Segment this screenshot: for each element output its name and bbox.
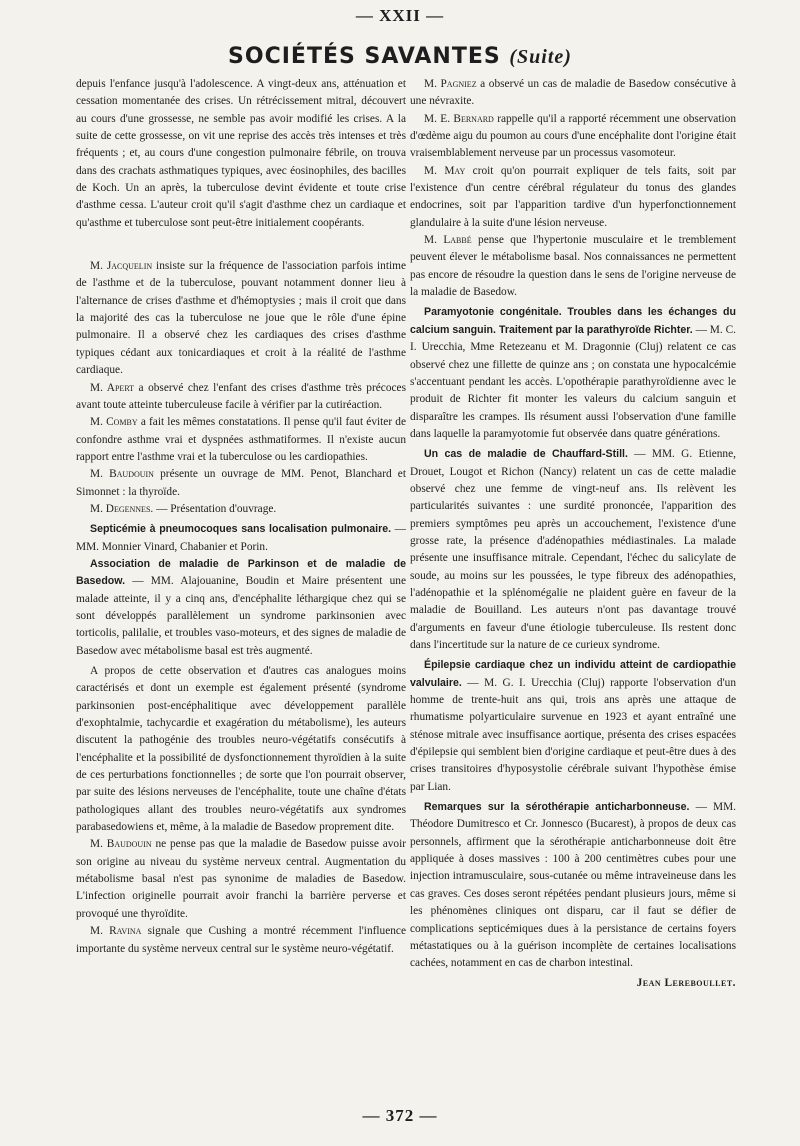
paragraph [76, 414, 406, 466]
paragraph [410, 232, 736, 301]
section [410, 657, 736, 796]
section-text: — MM. G. Etienne, Drouet, Lougot et Richon (Nancy) relatent un cas de cette maladie observé chez une femme de vingt-neuf ans. Ils relèvent les particularités suivantes : une surdité prononcée, l'apparition des premiers symptômes peu après un accouchement, l'existence d'une grosse rate, la présence d'adénopathies médiastinales. La malade présente une insuffisance mitrale. Cependant, l'échec du salicylate de soude, au moins sur les poussées, le type fibreux des adénopathies, l'adénopathie et la splénomégalie ne plaident guère en faveur de la maladie de Bouilland. Les auteurs n'ont pas davantage trouvé d'arguments en faveur d'une étiologie tuberculeuse. Ils restent donc dans l'incertitude sur la nature de ce curieux syndrome. [410, 448, 736, 651]
paragraph-text: ne pense pas que la maladie de Basedow puisse avoir son origine au niveau du système nerveux central. Augmentation du métabolisme basal n'est pas synonime de maladies de Basedow. L'infection originelle pourrait avoir franchi la barrière perverse et provoqué une thyroïdite. [76, 838, 407, 920]
section [76, 556, 406, 660]
section-heading: Septicémie à pneumocoques sans localisation pulmonaire. [90, 523, 392, 536]
section-heading: Association de maladie de Parkinson et de maladie de Basedow. [76, 557, 406, 588]
section [76, 521, 406, 556]
speaker-name: M. Jacquelin [90, 260, 153, 273]
page-number: — 372 — [362, 1106, 438, 1125]
section [410, 799, 736, 972]
paragraph [410, 76, 736, 111]
speaker-name: M. Baudouin [90, 468, 154, 481]
paragraph-text: croit qu'on pourrait expliquer de tels faits, soit par l'existence d'un centre cérébral régulateur du tonus des glandes endocrines, soit par l'apparition tardive d'un hyperfonctionnement glandulaire à la suite d'une lésion nerveuse. [410, 164, 736, 229]
paragraph: depuis l'enfance jusqu'à l'adolescence. A vingt-deux ans, atténuation et cessation momentanée des crises. Un rétrécissement mitral, découvert au cours d'une grossesse, ne semble pas avoir modifié les crises. A la suite de cette grossesse, on vit une reprise des accès très intenses et très fréquents ; et, au cours d'une congestion pulmonaire fébrile, on trouva dans des crachats asthmatiques typiques, avec éosinophiles, des bacilles de Koch. Un an après, la tuberculose devint évidente et toute crise d'asthme cessa. L'auteur croit qu'il s'agit d'asthme chez un cardiaque et qu'asthme et tuberculose sont peut-être initialement coopérants. [76, 78, 406, 229]
section-text: — M. G. I. Urecchia (Cluj) rapporte l'observation d'un homme de trente-huit ans qui, trois ans après une attaque de rhumatisme polyarticulaire survenue en 1923 et ayant entraîné une sténose mitrale avec insuffisance aortique, présenta des crises espacées d'épilepsie qui semblent bien d'origine cardiaque et peut-être dues à des crises transitoires d'hyposystolie cérébrale suivant l'hypothèse émise par Lian. [410, 676, 736, 793]
section-text: — MM. Monnier Vinard, Chabanier et Porin. [76, 523, 406, 553]
speaker-name: M. Apert [90, 381, 135, 394]
paragraph [76, 836, 406, 923]
speaker-name: M. Comby [90, 416, 138, 429]
speaker-name: M. Labbé [424, 234, 472, 247]
speaker-name: M. Ravina [90, 925, 142, 938]
paragraph-text: rappelle qu'il a rapporté récemment une observation d'œdème aigu du poumon au cours d'une encéphalite dont l'origine était vraisemblablement nerveuse par un processus vasomoteur. [410, 112, 736, 160]
paragraph [410, 111, 736, 163]
right-column [410, 76, 736, 992]
paragraph [76, 258, 406, 379]
section-text: — MM. Alajouanine, Boudin et Maire présentent une malade atteinte, il y a cinq ans, d'encéphalite léthargique chez qui se sont développés parallèlement un syndrome parkinsonien avec torticolis, palilalie, et troubles vaso-moteurs, et des signes de maladie de Basedow avec métabolisme basal est très augmenté. [76, 575, 406, 657]
section-heading: Un cas de maladie de Chauffard-Still. [424, 448, 628, 461]
left-column [76, 76, 406, 958]
page-roman-number: — XXII — [355, 6, 445, 25]
section [410, 446, 736, 654]
paragraph-text: — Présentation d'ouvrage. [153, 502, 277, 515]
section-heading: Paramyotonie congénitale. Troubles dans les échanges du calcium sanguin. Traitement par la parathyroïde Richter. [410, 306, 736, 336]
paragraph-text: signale que Cushing a montré récemment l'influence importante du système nerveux central sur le système neuro-végétatif. [76, 925, 406, 955]
paragraph-text: insiste sur la fréquence de l'association parfois intime de l'asthme et de la tuberculose, pouvant notamment donner lieu à l'alternance de crises d'asthme et d'hémoptysies ; mais il croit que dans la majorité des cas la tuberculose ne joue que le rôle d'une épine pulmonaire. Il a observé chez les cardiaques des crises d'asthme typiques cédant aux tonicardiaques et croit à la réalité de l'asthme cardiaque. [76, 260, 406, 377]
section-text: — MM. Théodore Dumitresco et Cr. Jonnesco (Bucarest), à propos de deux cas personnels, affirment que la sérothérapie anticharbonneuse doit être appliquée à doses massives : 100 à 200 centimètres cubes pour une injection intramusculaire, sous-cutanée ou même intraveineuse dans les cas graves. Ces doses seront répétées pendant plusieurs jours, même si les phénomènes cliniques ont disparu, car il faut se défier de complications septicémiques dues à la persistance de certains foyers métastatiques ou à la guérison incomplète de certaines localisations cachées, notamment en cas de charbon intestinal. [410, 801, 736, 970]
paragraph [76, 380, 406, 415]
paragraph: A propos de cette observation et d'autres cas analogues moins caractérisés et dont un exemple est également présenté (syndrome parkinsonien post-encéphalitique avec développement parallèle d'exophtalmie, tachycardie et exagération du métabolisme), les auteurs discutent la pathogénie des troubles neuro-végétatifs consécutifs à l'encéphalite et la possibilité de dysfonctionnement thyroïdien à la suite de ces perturbations fonctionnelles ; de sorte que l'on pourrait observer, par suite des lésions nerveuses de l'encéphalite, toute une chaîne d'états pathologiques allant des troubles neuro-végétatifs aux syndromes parabasedowiens et, même, à la maladie de Basedow proprement dite. [76, 665, 406, 834]
author-signature: Jean Lereboullet. [636, 976, 736, 989]
speaker-name: M. Degennes. [90, 502, 154, 515]
paragraph-text: présente un ouvrage de MM. Penot, Blanchard et Simonnet : la thyroïde. [76, 468, 406, 498]
section-title-suffix: (Suite) [509, 46, 572, 68]
speaker-name: M. Baudouin [90, 838, 152, 851]
section-title [0, 44, 800, 69]
paragraph-text: pense que l'hypertonie musculaire et le tremblement peuvent élever le métabolisme basal. Nos connaissances ne permettent pas encore de résoudre la question dans le sens de l'origine nerveuse de la maladie de Basedow. [410, 234, 736, 299]
paragraph-text: a observé un cas de maladie de Basedow consécutive à une névraxite. [410, 78, 737, 108]
paragraph [76, 501, 406, 518]
paragraph [76, 923, 406, 958]
paragraph [410, 163, 736, 232]
paragraph [76, 466, 406, 501]
paragraph-text: a fait les mêmes constatations. Il pense qu'il faut éviter de confondre asthme vrai et dyspnées asthmatiformes. Il n'existe aucun rapport entre l'asthme vrai et la tuberculose ou les cardiopathies. [76, 416, 406, 463]
section-heading: Remarques sur la sérothérapie anticharbonneuse. [424, 801, 690, 814]
section [410, 304, 736, 443]
speaker-name: M. E. Bernard [424, 112, 494, 125]
section-title-main: SOCIÉTÉS SAVANTES [228, 44, 501, 69]
section-heading: Épilepsie cardiaque chez un individu atteint de cardiopathie valvulaire. [410, 659, 736, 689]
section-text: — M. C. I. Urecchia, Mme Retezeanu et M. Dragonnie (Cluj) relatent ce cas observé chez une fillette de quinze ans ; on constata une hypocalcémie s'accentuant pendant les accès. L'opothérapie parathyroïdienne avec le produit de Richter fit monter les valeurs du calcium sanguin et disparaître les crampes. Ils résument aussi l'observation d'une famille dans laquelle la paramyotomie fut observée dans quatre générations. [410, 323, 736, 440]
paragraph-text: a observé chez l'enfant des crises d'asthme très précoces avant toute atteinte tuberculeuse facile à vérifier par la cutiréaction. [76, 381, 406, 411]
speaker-name: M. May [424, 164, 466, 177]
speaker-name: M. Pagniez [424, 78, 477, 90]
